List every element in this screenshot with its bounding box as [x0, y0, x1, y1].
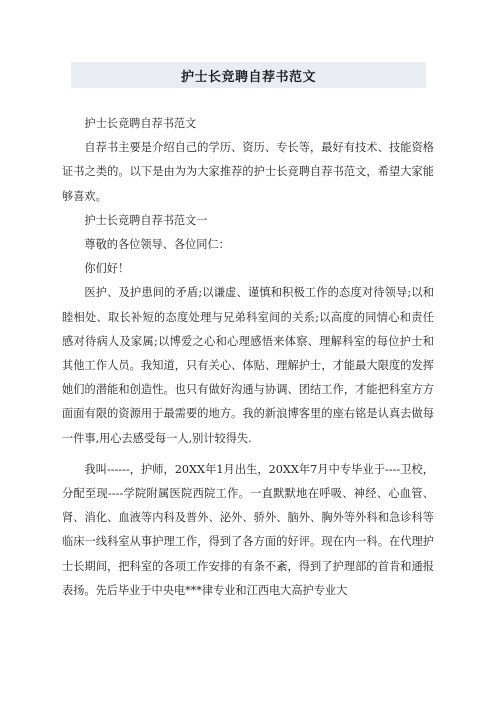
paragraph-subtitle: 护士长竞聘自荐书范文 — [84, 117, 197, 130]
paragraph-salutation: 尊敬的各位领导、各位同仁： — [84, 238, 230, 252]
title-banner — [71, 62, 426, 88]
paragraph-body-1: 医护、及护患间的矛盾;以谦虚、谨慎和积极工作的态度对待领导;以和睦相处、取长补短的态度处理与兄弟科室间的关系;以高度的同情心和责任感对待病人及家属;以博爱之心和心理感悟来体察、理解科室的每位护士和其他工作人员。我知道，只有关心、体贴、理解护士，才能最大限度的发挥她们的潜能和创造性。也只有做好沟通与协调、团结工作，才能把科室方方面面有限的资源用于最需要的地方。我的新浪博客里的座右铭是认真去做每一件事,用心去感受每一人,别计较得失. — [62, 286, 434, 445]
paragraph-body-2: 我叫------，护师，20XX年1月出生，20XX年7月中专毕业于----卫校，分配至现----学院附属医院西院工作。一直默默地在呼吸、神经、心血管、肾、消化、血液等内科及普外、泌外、骄外、脑外、胸外等外科和急诊科等临床一线科室从事护理工作，得到了各方面的好评。现在内一科。在代理护士长期间，把科室的各项工作安排的有条不紊，得到了护理部的首肯和通报表扬。先后毕业于中央电***律专业和江西电大高护专业大 — [62, 462, 434, 597]
document-title: 护士长竞聘自荐书范文 — [180, 69, 316, 85]
document-body — [62, 112, 434, 603]
paragraph-greeting: 你们好！ — [84, 262, 130, 276]
paragraph-section-heading: 护士长竞聘自荐书范文一 — [84, 213, 208, 227]
paragraph-intro: 自荐书主要是介绍自己的学历、资历、专长等，最好有技术、技能资格证书之类的。以下是由为为大家推荐的护士长竞聘自荐书范文，希望大家能够喜欢。 — [62, 141, 434, 203]
